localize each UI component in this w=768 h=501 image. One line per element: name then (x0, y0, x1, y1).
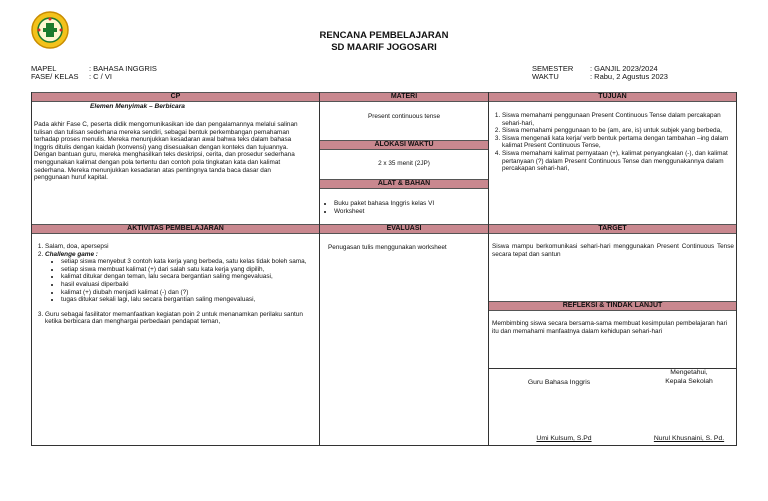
alat-item: • Buku paket bahasa Inggris kelas VI (334, 200, 485, 208)
game-item: • setiap siswa menyebut 3 contoh kata kerja yang berbeda, satu kelas tidak boleh sama, (61, 258, 316, 266)
mapel-value: : BAHASA INGGRIS (89, 64, 157, 73)
game-item: • kalimat (+) diubah menjadi kalimat (-) dan (?) (61, 289, 316, 297)
right-signatory-role: Kepala Sekolah (665, 378, 713, 385)
cp-header: CP (32, 92, 319, 102)
refleksi-value: Membimbing siswa secara bersama-sama membuat kesimpulan pembelajaran hari itu dan memahami manfaatnya dalam kehidupan sehari-hari (492, 320, 728, 335)
evaluasi-header: EVALUASI (320, 224, 488, 234)
left-signatory-name: Umi Kulsum, S.Pd (536, 435, 592, 442)
column-left (32, 93, 320, 445)
materi-value: Present continuous tense (367, 113, 441, 120)
challenge-game-label: Challenge game : (45, 250, 98, 258)
aktivitas-header: AKTIVITAS PEMBELAJARAN (32, 224, 319, 234)
school-name: SD MAARIF JOGOSARI (331, 42, 437, 53)
alat-item: • Worksheet (334, 208, 485, 216)
left-signatory-role: Guru Bahasa Inggris (527, 379, 591, 386)
tujuan-item: 1. Siswa memahami penggunaan Present Continuous Tense dalam percakapan sehari-hari, (502, 112, 734, 127)
game-item: • tugas ditukar sekali lagi, lalu secara bergantian saling mengevaluasi, (61, 296, 316, 304)
tujuan-item: 2. Siswa memahami penggunaan to be (am, are, is) untuk subjek yang berbeda, (502, 127, 734, 135)
target-value: Siswa mampu berkomunikasi sehari-hari menggunakan Present Continuous Tense secara tepat dan santun (492, 243, 734, 258)
game-item: • kalimat ditukar dengan teman, lalu secara bergantian saling mengevaluasi, (61, 273, 316, 281)
evaluasi-value: Penugasan tulis menggunakan worksheet (328, 244, 447, 251)
column-right (489, 93, 736, 445)
waktu-row (532, 72, 668, 81)
target-header: TARGET (489, 224, 736, 234)
fase-value: : C / VI (89, 72, 112, 81)
fase-row (31, 72, 112, 81)
semester-label: SEMESTER (532, 64, 574, 73)
tujuan-item: 4. Siswa memahami kalimat pernyataan (+), kalimat penyangkalan (-), dan kalimat pertanyaan (?) dalam Present Continuous Tense dan menggunakannya dalam percakapan sehari-hari, (502, 150, 734, 173)
refleksi-header: REFLEKSI & TINDAK LANJUT (489, 301, 736, 311)
tujuan-item: 3. Siswa mengenali kata kerja/ verb bentuk pertama dengan tambahan –ing dalam kalimat Present Continuous Tense, (502, 135, 734, 150)
column-middle (320, 93, 489, 445)
aktivitas-body (34, 243, 316, 326)
tujuan-list (492, 112, 734, 173)
plan-title: RENCANA PEMBELAJARAN (319, 30, 449, 41)
cp-subtitle: Elemen Menyimak – Berbicara (90, 103, 185, 110)
waktu-value: : Rabu, 2 Agustus 2023 (590, 72, 668, 81)
aktivitas-step-3: 3. Guru sebagai fasilitator memanfaatkan kegiatan poin 2 untuk menanamkan perilaku santun ketika berbicara dan menghargai perbedaan pendapat teman, (45, 311, 316, 326)
game-item: • setiap siswa membuat kalimat (+) dari salah satu kata kerja yang dipilih, (61, 266, 316, 274)
aktivitas-step-2 (45, 251, 316, 304)
lesson-plan-table (31, 92, 737, 446)
waktu-label: WAKTU (532, 72, 559, 81)
semester-value: : GANJIL 2023/2024 (590, 64, 658, 73)
alat-list (320, 200, 485, 215)
right-signatory-name: Nurul Khusnaini, S. Pd. (653, 435, 725, 442)
alokasi-header: ALOKASI WAKTU (320, 140, 488, 150)
aktivitas-step-1: 1. Salam, doa, apersepsi (45, 243, 316, 251)
mapel-label: MAPEL (31, 64, 57, 73)
alat-header: ALAT & BAHAN (320, 179, 488, 189)
alokasi-value: 2 x 35 menit (2JP) (378, 160, 430, 167)
materi-header: MATERI (320, 92, 488, 102)
game-item: • hasil evaluasi diperbaiki (61, 281, 316, 289)
fase-label: FASE/ KELAS (31, 72, 79, 81)
cp-body: Pada akhir Fase C, peserta didik mengomunikasikan ide dan pengalamannya melalui salinan tulisan dan tulisan sederhana mereka sendiri, sebagai bentuk perkembangan pemahaman terhadap proses menulis. Mereka menunjukkan kesadaran awal bahwa teks dalam bahasa Inggris ditulis dengan kaidah (konvensi) yang disesuaikan dengan konteks dan tujuannya. Dengan bantuan guru, mereka menghasilkan teks deskripsi, cerita, dan prosedur sederhana menggunakan kalimat dengan pola tertentu dan contoh pola tingkatan kata dan kalimat sederhana. Mereka menunjukkan kesadaran atas pentingnya tanda baca dasar dan penggunaan huruf kapital. (34, 121, 298, 182)
tujuan-header: TUJUAN (489, 92, 736, 102)
right-signatory-label: Mengetahui, (670, 369, 708, 376)
